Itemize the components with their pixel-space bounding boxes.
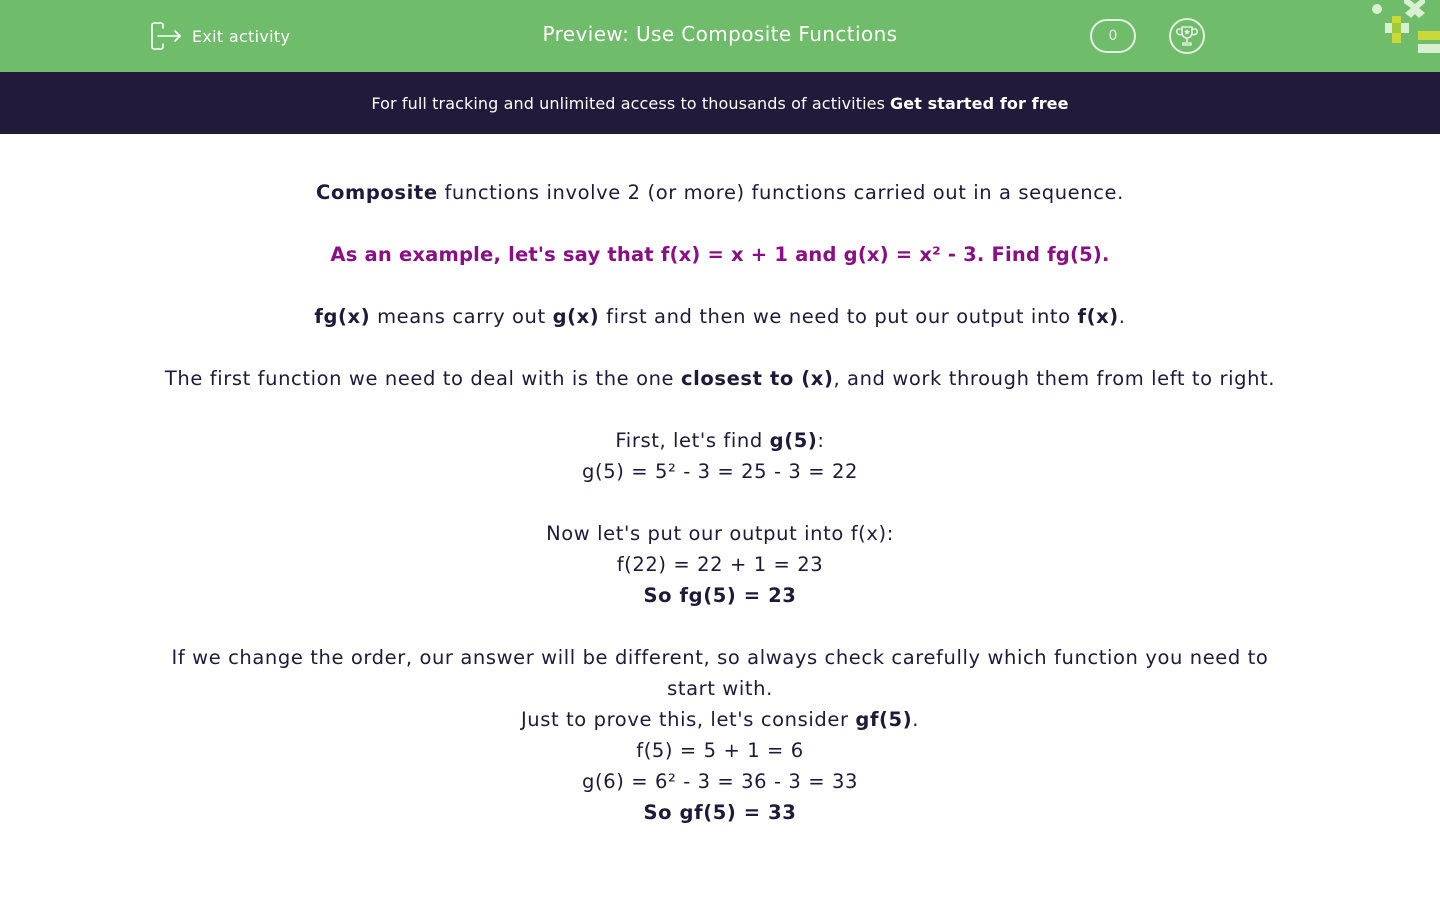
result-fg xyxy=(150,580,1290,611)
top-bar xyxy=(0,0,1440,72)
get-started-link[interactable]: Get started for free xyxy=(890,93,1069,113)
step-two-calc: f(22) = 22 + 1 = 23 xyxy=(616,553,824,576)
order-warning: If we change the order, our answer will be different, so always check carefully which function you need to start with. xyxy=(171,646,1269,700)
term: g(x) xyxy=(552,305,600,328)
result-text: So gf(5) = 33 xyxy=(643,801,797,824)
text: The first function we need to deal with is the one xyxy=(164,367,681,390)
term: gf(5) xyxy=(855,708,913,731)
text: First, let's find xyxy=(615,429,770,452)
exit-activity-label: Exit activity xyxy=(192,26,291,46)
example-statement: As an example, let's say that f(x) = x + 1 and g(x) = x² - 3. Find fg(5). xyxy=(330,243,1110,266)
page-title: Preview: Use Composite Functions xyxy=(542,22,898,46)
score-badge: 0 xyxy=(1090,19,1136,53)
step-one-heading xyxy=(150,425,1290,456)
composite-term: Composite xyxy=(316,181,438,204)
prove-calc-two: g(6) = 6² - 3 = 36 - 3 = 33 xyxy=(582,770,858,793)
text: : xyxy=(817,429,825,452)
banner-text: For full tracking and unlimited access to thousands of activities xyxy=(371,93,886,113)
step-one-calc: g(5) = 5² - 3 = 25 - 3 = 22 xyxy=(582,460,858,483)
term: g(5) xyxy=(769,429,818,452)
text: first and then we need to put our output into xyxy=(599,305,1078,328)
signup-banner xyxy=(0,72,1440,134)
term: fg(x) xyxy=(314,305,371,328)
term: f(x) xyxy=(1077,305,1119,328)
text: , and work through them from left to right. xyxy=(833,367,1276,390)
text: Just to prove this, let's consider xyxy=(520,708,856,731)
prove-heading xyxy=(150,704,1290,735)
brand-logo-icon xyxy=(1368,0,1440,56)
lesson-content xyxy=(150,177,1290,828)
fg-explanation xyxy=(150,301,1290,332)
text: . xyxy=(912,708,920,731)
trophy-icon xyxy=(1175,24,1199,48)
intro-paragraph xyxy=(150,177,1290,208)
prove-calc-one: f(5) = 5 + 1 = 6 xyxy=(636,739,804,762)
trophy-button[interactable] xyxy=(1169,18,1205,54)
term: closest to (x) xyxy=(680,367,834,390)
result-text: So fg(5) = 23 xyxy=(643,584,797,607)
text: . xyxy=(1118,305,1126,328)
step-two-heading: Now let's put our output into f(x): xyxy=(546,522,894,545)
text: means carry out xyxy=(370,305,553,328)
order-rule xyxy=(150,363,1290,394)
intro-text: functions involve 2 (or more) functions carried out in a sequence. xyxy=(437,181,1124,204)
result-gf xyxy=(150,797,1290,828)
